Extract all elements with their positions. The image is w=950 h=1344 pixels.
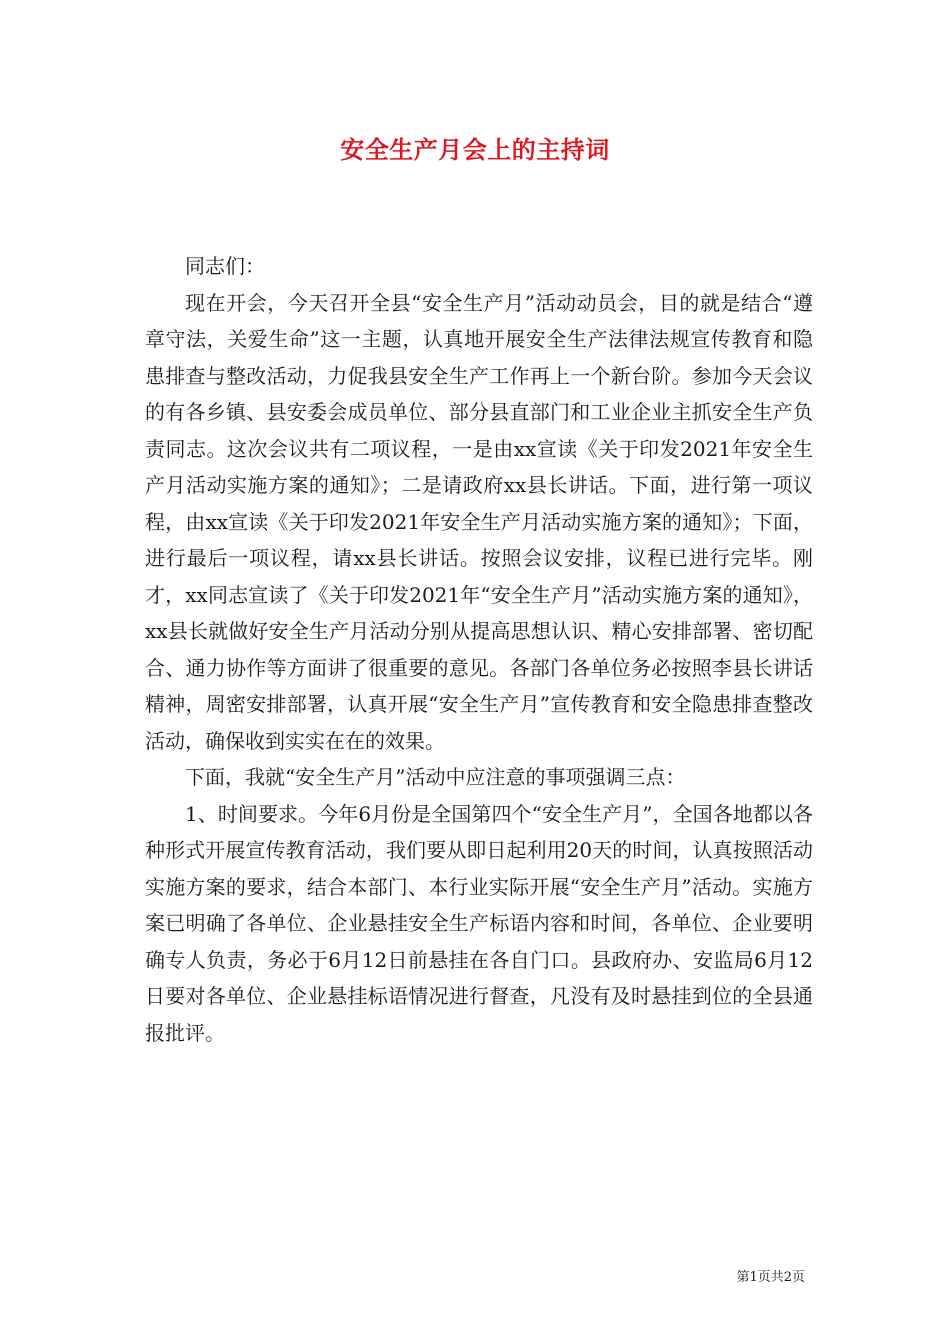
salutation: 同志们： — [185, 254, 265, 278]
paragraph-three-points: 下面，我就“安全生产月”活动中应注意的事项强调三点： — [185, 765, 686, 789]
page-footer: 第1页共2页 — [736, 1270, 805, 1285]
document-body — [145, 248, 813, 1051]
paragraph-time-requirement: 1、时间要求。今年6月份是全国第四个“安全生产月”，全国各地都以各种形式开展宣传教育活动，我们要从即日起利用20天的时间，认真按照活动实施方案的要求，结合本部门、本行业实际开展“安全生产月”活动。实施方案已明确了各单位、企业悬挂安全生产标语内容和时间，各单位、企业要明确专人负责，务必于6月12日前悬挂在各自门口。县政府办、安监局6月12日要对各单位、企业悬挂标语情况进行督查，凡没有及时悬挂到位的全县通报批评。 — [145, 801, 813, 1045]
paragraph-opening: 现在开会，今天召开全县“安全生产月”活动动员会，目的就是结合“遵章守法，关爱生命”这一主题，认真地开展安全生产法律法规宣传教育和隐患排查与整改活动，力促我县安全生产工作再上一个新台阶。参加今天会议的有各乡镇、县安委会成员单位、部分县直部门和工业企业主抓安全生产负责同志。这次会议共有二项议程，一是由xx宣读《关于印发2021年安全生产月活动实施方案的通知》；二是请政府xx县长讲话。下面，进行第一项议程，由xx宣读《关于印发2021年安全生产月活动实施方案的通知》；下面，进行最后一项议程，请xx县长讲话。按照会议安排，议程已进行完毕。刚才，xx同志宣读了《关于印发2021年“安全生产月”活动实施方案的通知》，xx县长就做好安全生产月活动分别从提高思想认识、精心安排部署、密切配合、通力协作等方面讲了很重要的意见。各部门各单位务必按照李县长讲话精神，周密安排部署，认真开展“安全生产月”宣传教育和安全隐患排查整改活动，确保收到实实在在的效果。 — [145, 290, 813, 753]
document-title: 安全生产月会上的主持词 — [340, 135, 610, 164]
